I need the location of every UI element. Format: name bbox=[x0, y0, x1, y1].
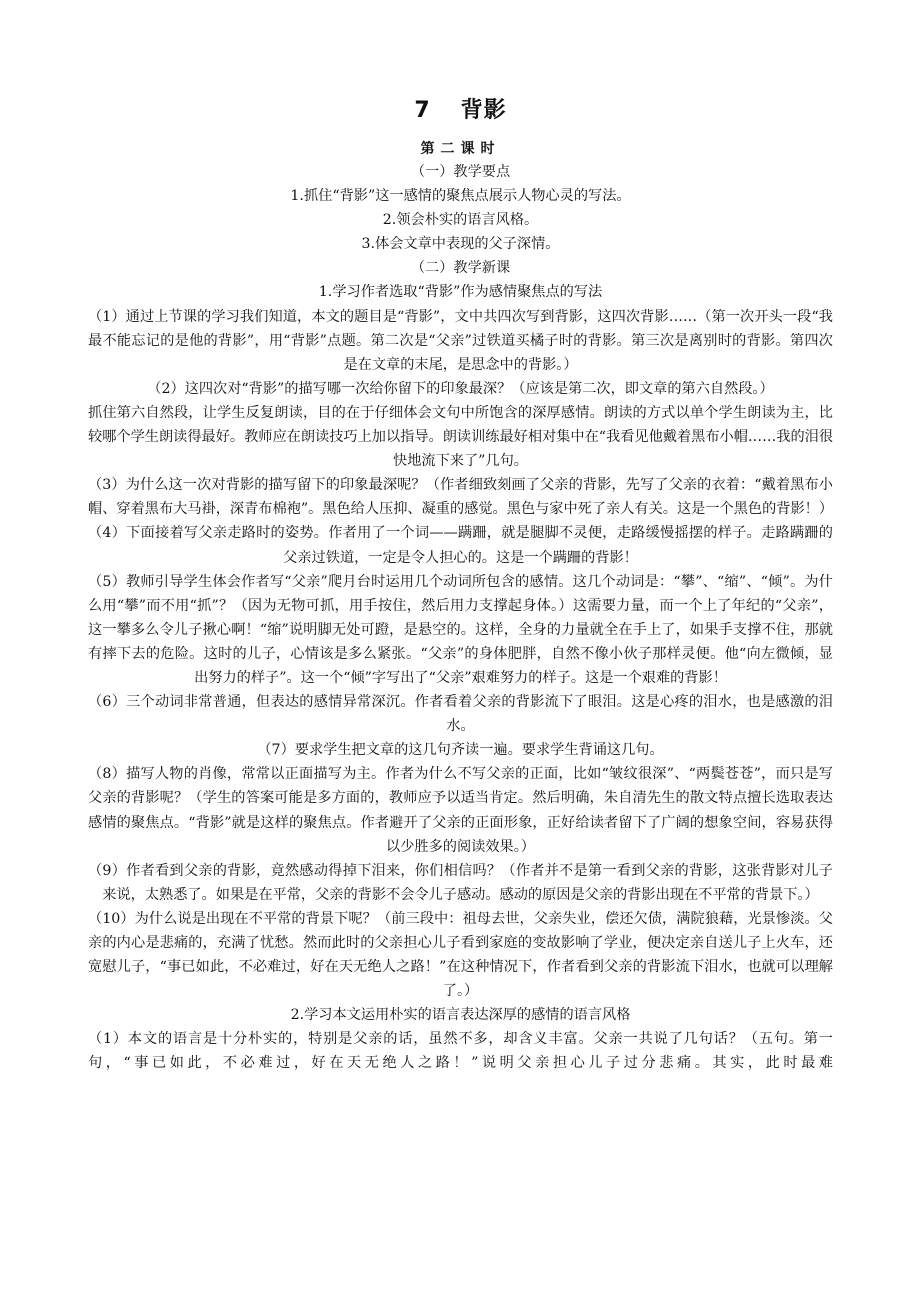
paragraph-q3: （3）为什么这一次对背影的描写留下的印象最深呢？（作者细致刻画了父亲的背影，先写了父亲的衣着：“戴着黑布小帽、穿着黑布大马褂，深青布棉袍”。黑色给人压抑、凝重的感觉。黑色与家中死了亲人有关。这是一个黑色的背影！） bbox=[88, 477, 834, 518]
paragraph-q4: （4）下面接着写父亲走路时的姿势。作者用了一个词——蹒跚，就是腿脚不灵便，走路缓慢摇摆的样子。走路蹒跚的父亲过铁道，一定是令人担心的。这是一个蹒跚的背影！ bbox=[88, 525, 833, 566]
point-3: 3.体会文章中表现的父子深情。 bbox=[361, 236, 560, 253]
paragraph-q2: （2）这四次对“背影”的描写哪一次给你留下的印象最深？（应该是第二次，即文章的第六自然段。） bbox=[147, 380, 774, 397]
paragraph-reading: 抓住第六自然段，让学生反复朗读，目的在于仔细体会文句中所饱含的深厚感情。朗读的方式以单个学生朗读为主，比较哪个学生朗读得最好。教师应在朗读技巧上加以指导。朗读训练最好相对集中在“我看见他戴着黑布小帽……我的泪很快地流下来了”几句。 bbox=[88, 404, 834, 470]
point-1: 1.抓住“背影”这一感情的聚焦点展示人物心灵的写法。 bbox=[290, 188, 631, 205]
lesson-title-text: 背影 bbox=[460, 98, 507, 123]
subsection-heading-2: 2.学习本文运用朴实的语言表达深厚的感情的语言风格 bbox=[290, 1007, 631, 1024]
lesson-title bbox=[88, 96, 833, 126]
paragraph-language-1: （1）本文的语言是十分朴实的，特别是父亲的话，虽然不多，却含义丰富。父亲一共说了几句话？（五句。第一句，“事已如此，不必难过，好在天无绝人之路！”说明父亲担心儿子过分悲痛。其实，此时最难 bbox=[88, 1031, 833, 1072]
paragraph-q6: （6）三个动词非常普通，但表达的感情异常深沉。作者看着父亲的背影流下了眼泪。这是心疼的泪水，也是感激的泪水。 bbox=[88, 694, 833, 735]
document-page bbox=[88, 96, 833, 1076]
paragraph-q7: （7）要求学生把文章的这几句齐读一遍。要求学生背诵这几句。 bbox=[257, 742, 664, 759]
subsection-heading-1: 1.学习作者选取“背影”作为感情聚焦点的写法 bbox=[318, 284, 603, 301]
paragraph-q5: （5）教师引导学生体会作者写“父亲”爬月台时运用几个动词所包含的感情。这几个动词是：“攀”、“缩”、“倾”。为什么用“攀”而不用“抓”？（因为无物可抓，用手按住，然后用力支撑起身体。）这需要力量，而一个上了年纪的“父亲”，这一攀多么令儿子揪心啊！“缩”说明脚无处可蹬，是悬空的。这样，全身的力量就全在手上了，如果手支撑不住，那就有摔下去的危险。这时的儿子，心情该是多么紧张。“父亲”的身体肥胖，自然不像小伙子那样灵便。他“向左微倾，显出努力的样子”。这一个“倾”字写出了“父亲”艰难努力的样子。这是一个艰难的背影！ bbox=[88, 573, 833, 686]
section-heading-teaching-points: （一）教学要点 bbox=[410, 164, 511, 180]
paragraph-q10: （10）为什么说是出现在不平常的背景下呢？（前三段中：祖母去世，父亲失业，偿还欠债，满院狼藉，光景惨淡。父亲的内心是悲痛的，充满了忧愁。然而此时的父亲担心儿子看到家庭的变故影响了学业，便决定亲自送儿子上火车，还宽慰儿子，“事已如此，不必难过，好在天无绝人之路！”在这种情况下，作者看到父亲的背影流下泪水，也就可以理解了。） bbox=[88, 910, 833, 1000]
subtitle: 第二课时 bbox=[420, 141, 501, 157]
paragraph-q9: （9）作者看到父亲的背影，竟然感动得掉下泪来，你们相信吗？（作者并不是第一看到父亲的背影，这张背影对儿子来说，太熟悉了。如果是在平常，父亲的背影不会令儿子感动。感动的原因是父亲的背影出现在不平常的背景下。） bbox=[88, 862, 833, 903]
point-2: 2.领会朴实的语言风格。 bbox=[382, 212, 539, 229]
paragraph-q8: （8）描写人物的肖像，常常以正面描写为主。作者为什么不写父亲的正面，比如“皱纹很深”、“两鬓苍苍”，而只是写父亲的背影呢？（学生的答案可能是多方面的，教师应予以适当肯定。然后明确，朱自清先生的散文特点擅长选取表达感情的聚焦点。“背影”就是这样的聚焦点。作者避开了父亲的正面形象，正好给读者留下了广阔的想象空间，容易获得以少胜多的阅读效果。） bbox=[88, 766, 833, 855]
lesson-number: 7 bbox=[414, 98, 431, 123]
paragraph-q1: （1）通过上节课的学习我们知道，本文的题目是“背影”，文中共四次写到背影，这四次背影……（第一次开头一段“我最不能忘记的是他的背影”，用“背影”点题。第二次是“父亲”过铁道买橘子时的背影。第三次是离别时的背影。第四次是在文章的末尾，是思念中的背影。） bbox=[88, 308, 833, 373]
section-heading-new-lesson: （二）教学新课 bbox=[410, 260, 511, 277]
